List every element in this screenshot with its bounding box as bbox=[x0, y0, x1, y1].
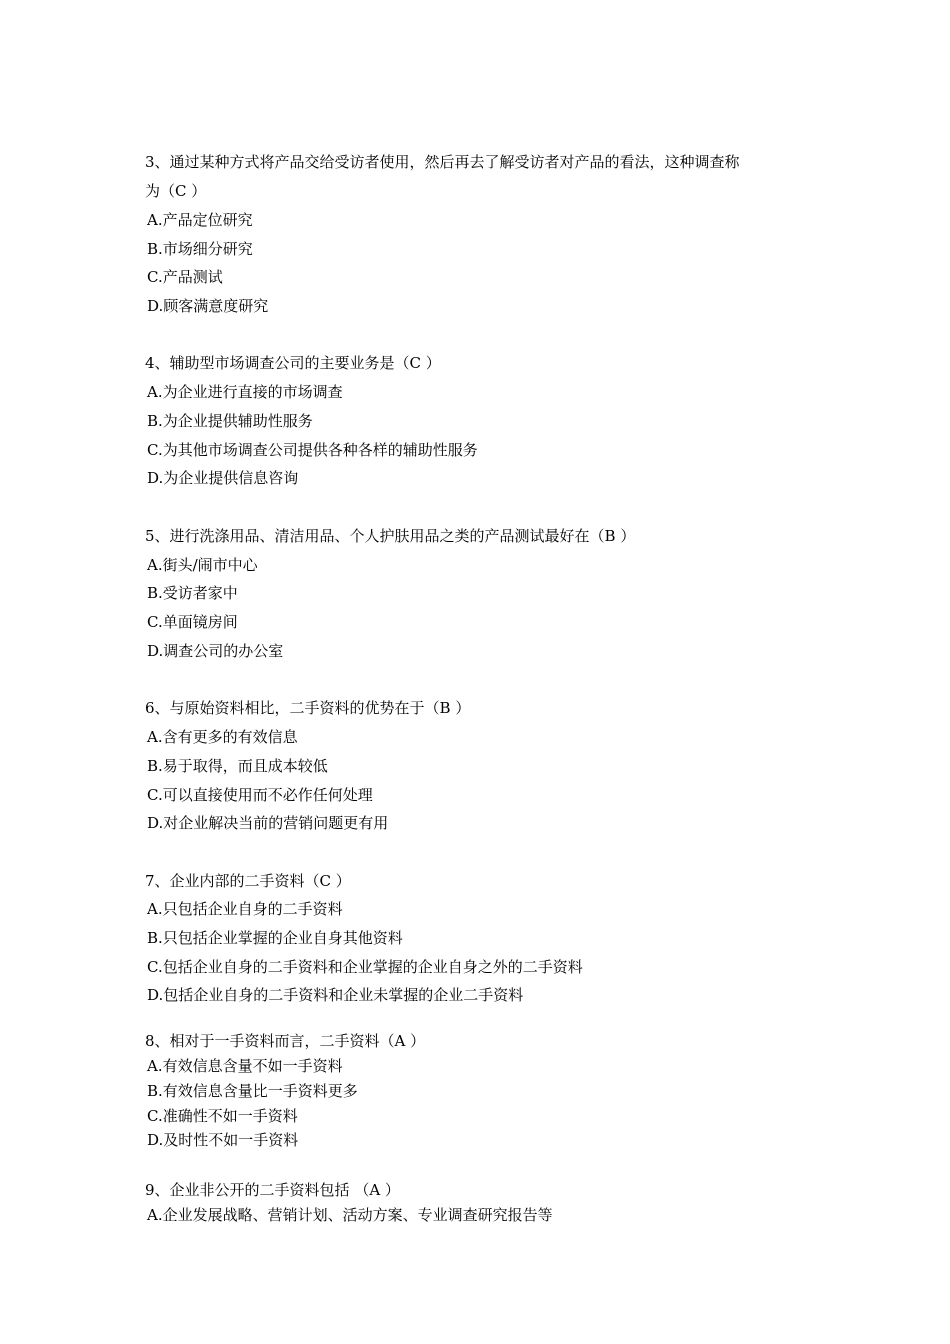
question-5-option-c: C.单面镜房间 bbox=[147, 613, 238, 631]
question-3-option-b: B.市场细分研究 bbox=[147, 240, 253, 258]
question-4-option-c: C.为其他市场调查公司提供各种各样的辅助性服务 bbox=[147, 441, 478, 459]
question-8-option-b: B.有效信息含量比一手资料更多 bbox=[147, 1082, 358, 1100]
question-6-option-a: A.含有更多的有效信息 bbox=[147, 728, 298, 746]
question-8-option-a: A.有效信息含量不如一手资料 bbox=[147, 1057, 343, 1075]
question-8-option-c: C.准确性不如一手资料 bbox=[147, 1107, 298, 1125]
question-5-stem: 5、进行洗涤用品、清洁用品、个人护肤用品之类的产品测试最好在（B ） bbox=[145, 527, 636, 545]
question-6-option-b: B.易于取得，而且成本较低 bbox=[147, 757, 328, 775]
question-7-stem: 7、企业内部的二手资料（C ） bbox=[145, 872, 351, 890]
question-6-stem: 6、与原始资料相比，二手资料的优势在于（B ） bbox=[145, 699, 471, 717]
question-3-stem-line-1: 3、通过某种方式将产品交给受访者使用，然后再去了解受访者对产品的看法，这种调查称 bbox=[145, 153, 740, 171]
question-4-stem: 4、辅助型市场调查公司的主要业务是（C ） bbox=[145, 354, 441, 372]
question-6-option-d: D.对企业解决当前的营销问题更有用 bbox=[147, 814, 389, 832]
question-9-stem: 9、企业非公开的二手资料包括 （A ） bbox=[145, 1181, 400, 1199]
question-5-option-b: B.受访者家中 bbox=[147, 584, 238, 602]
question-7-option-a: A.只包括企业自身的二手资料 bbox=[147, 900, 343, 918]
question-4-option-d: D.为企业提供信息咨询 bbox=[147, 469, 299, 487]
question-6-option-c: C.可以直接使用而不必作任何处理 bbox=[147, 786, 373, 804]
question-9-option-a: A.企业发展战略、营销计划、活动方案、专业调查研究报告等 bbox=[147, 1206, 553, 1224]
question-5-option-a: A.街头/闹市中心 bbox=[147, 556, 258, 574]
question-3-option-c: C.产品测试 bbox=[147, 268, 223, 286]
question-8-option-d: D.及时性不如一手资料 bbox=[147, 1131, 299, 1149]
question-8-stem: 8、相对于一手资料而言，二手资料（A ） bbox=[145, 1032, 426, 1050]
question-7-option-c: C.包括企业自身的二手资料和企业掌握的企业自身之外的二手资料 bbox=[147, 958, 583, 976]
question-4-option-b: B.为企业提供辅助性服务 bbox=[147, 412, 313, 430]
question-4-option-a: A.为企业进行直接的市场调查 bbox=[147, 383, 343, 401]
question-3-stem-line-2: 为（C ） bbox=[145, 182, 207, 200]
question-7-option-b: B.只包括企业掌握的企业自身其他资料 bbox=[147, 929, 403, 947]
question-3-option-d: D.顾客满意度研究 bbox=[147, 297, 269, 315]
question-3-option-a: A.产品定位研究 bbox=[147, 211, 253, 229]
question-7-option-d: D.包括企业自身的二手资料和企业未掌握的企业二手资料 bbox=[147, 986, 524, 1004]
question-5-option-d: D.调查公司的办公室 bbox=[147, 642, 284, 660]
